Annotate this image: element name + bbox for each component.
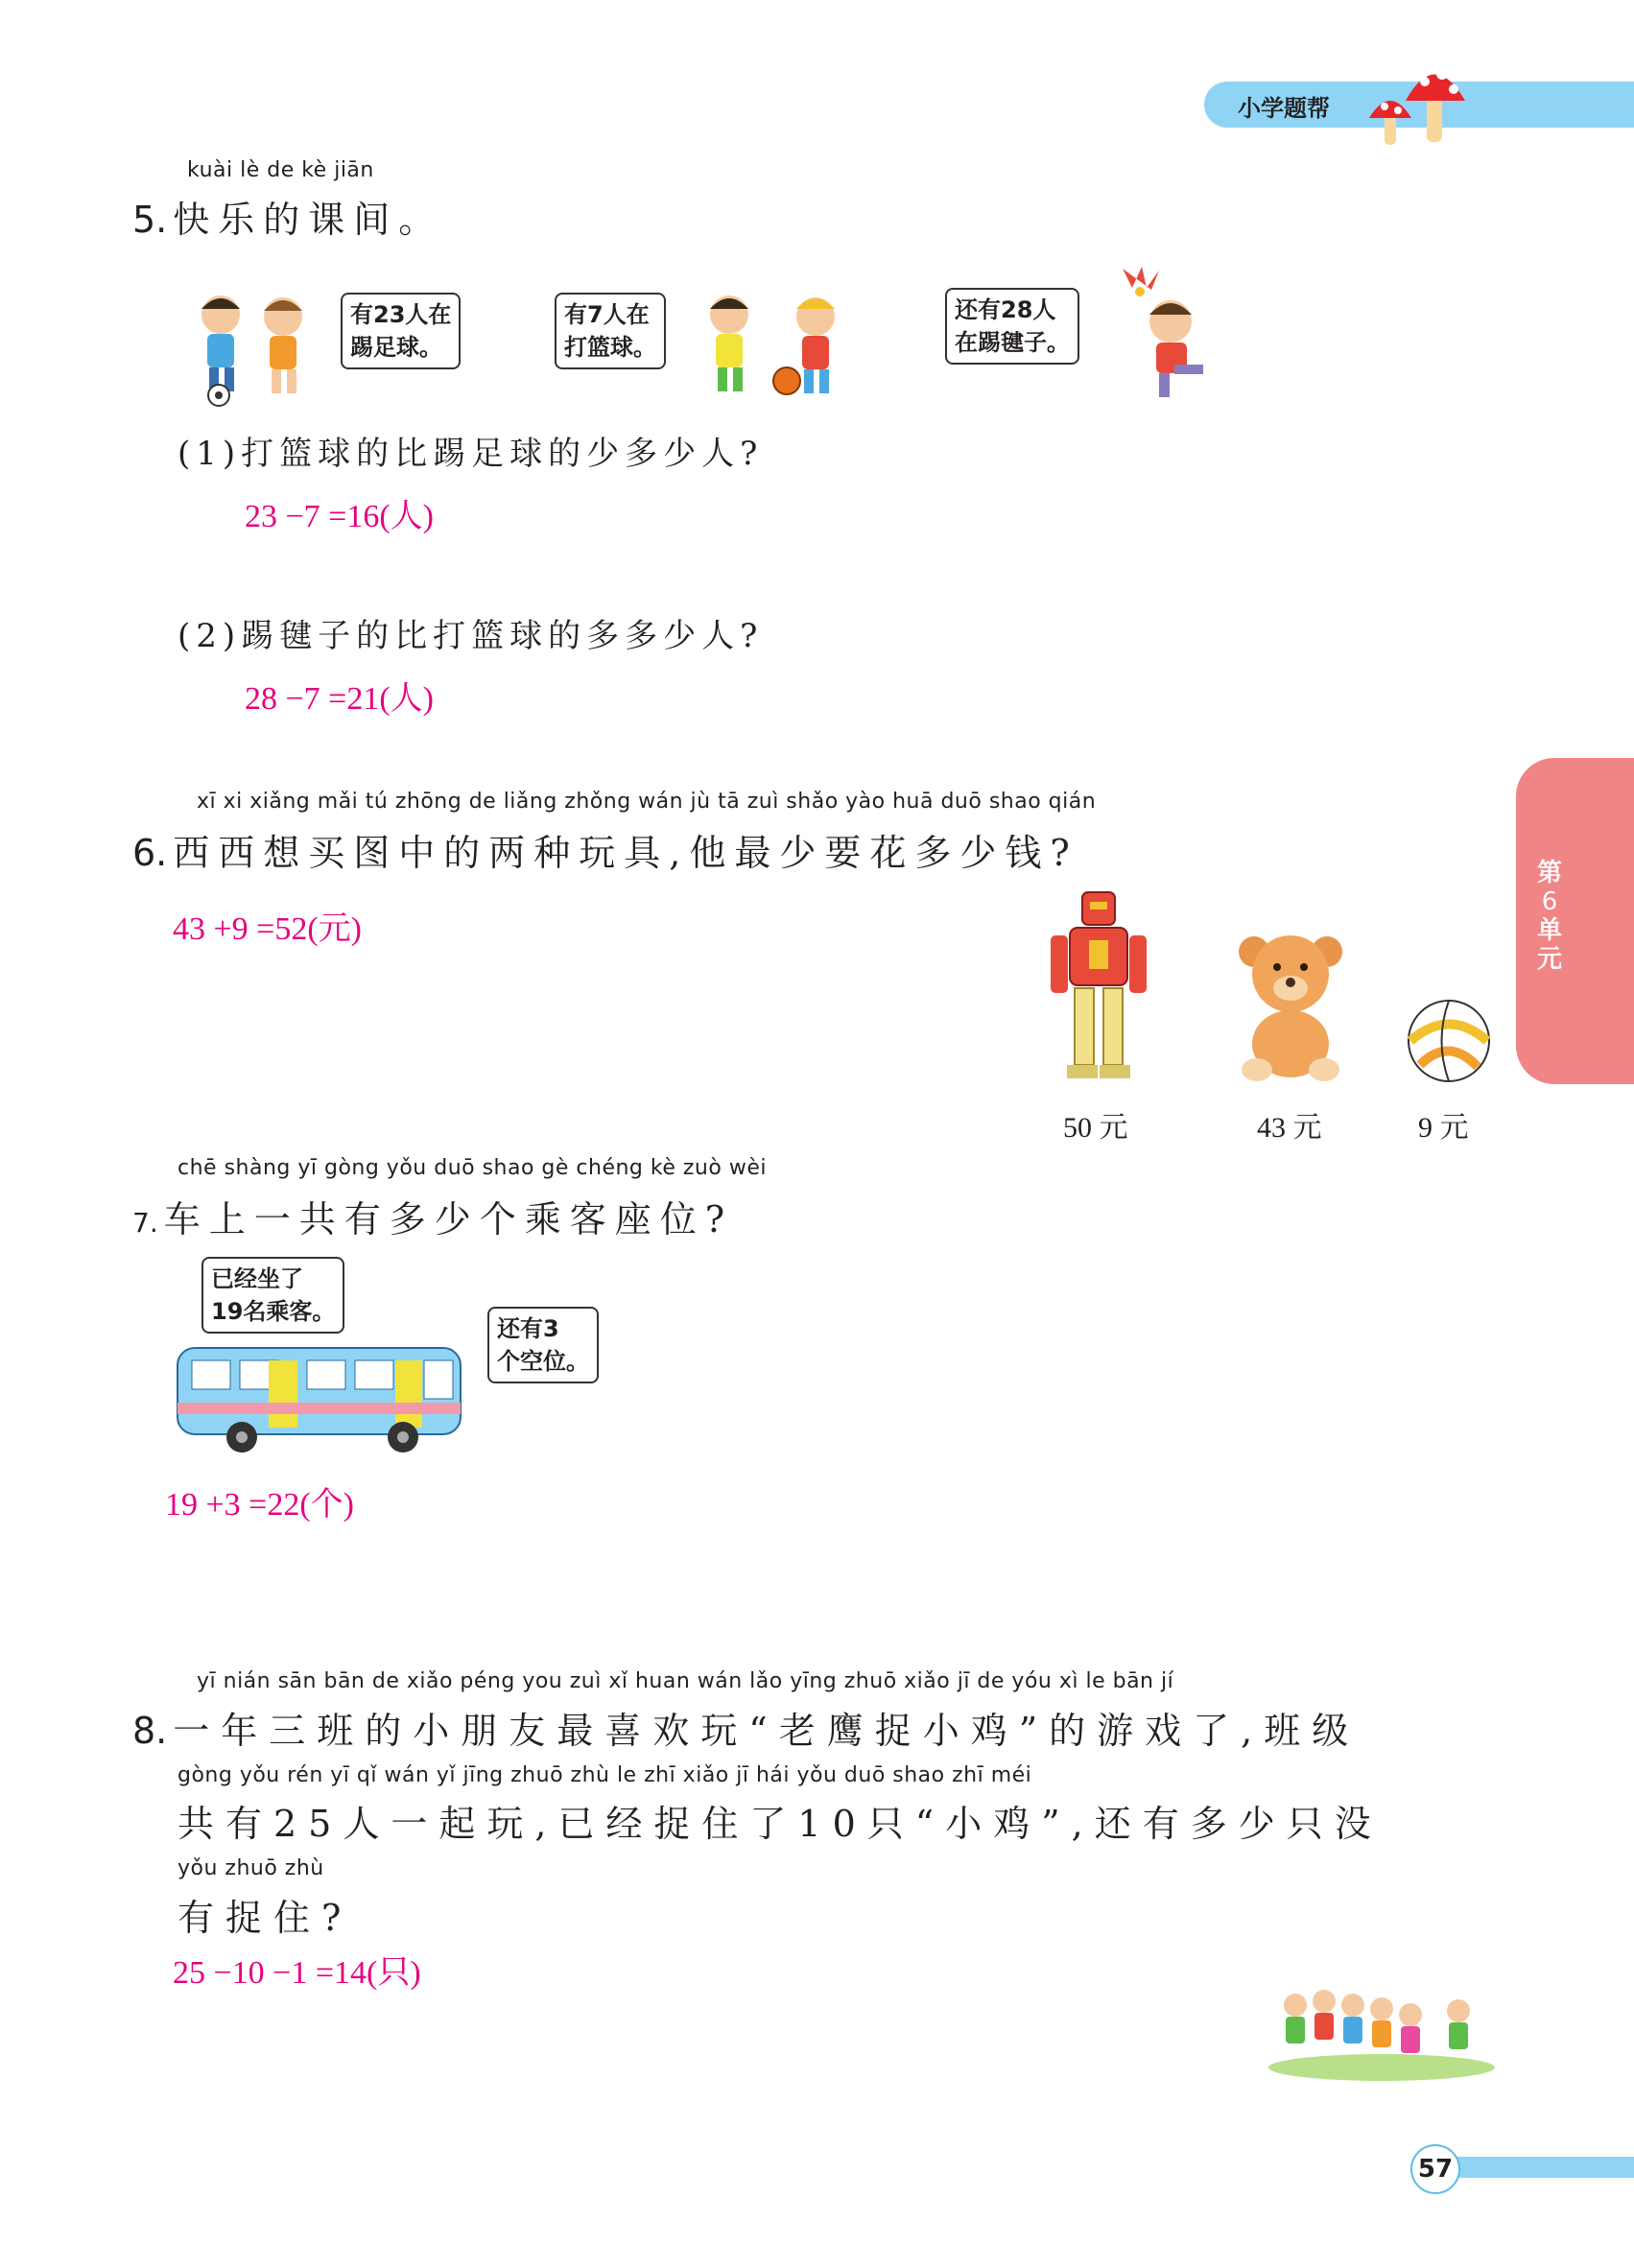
bubble-line: 有7人在 [564, 301, 650, 328]
robot-price: 50 元 [1063, 1112, 1128, 1144]
bus-illustration [173, 1343, 470, 1458]
bubble-line: 个空位。 [497, 1348, 589, 1375]
q6-title-text: 西西想买图中的两种玩具,他最少要花多少钱? [173, 832, 1078, 874]
q5-bubble-basketball [555, 293, 666, 369]
q8-line2: 共有25人一起玩,已经捉住了10只“小鸡”,还有多少只没 [178, 1803, 1383, 1845]
q7-number: 7. [132, 1207, 158, 1239]
bubble-line: 在踢毽子。 [955, 329, 1070, 356]
bubble-line: 踢足球。 [350, 334, 442, 361]
header-title: 小学题帮 [1238, 95, 1330, 122]
unit-label [1530, 859, 1569, 974]
q8-line1-text: 一年三班的小朋友最喜欢玩“老鹰捉小鸡”的游戏了,班级 [173, 1710, 1361, 1752]
q6-title [132, 823, 1078, 876]
q5-pinyin: kuài lè de kè jiān [187, 158, 374, 182]
basketball-kids-illustration [686, 288, 859, 408]
q8-pinyin-line1: yī nián sān bān de xiǎo péng you zuì xǐ huan wán lǎo yīng zhuō xiǎo jī de yóu xì le bān jí [197, 1669, 1174, 1693]
robot-toy-image [1046, 887, 1151, 1089]
bubble-line: 还有3 [497, 1315, 559, 1342]
q8-answer: 25 −10 −1 =14(只) [173, 1955, 421, 1991]
q6-answer: 43 +9 =52(元) [173, 911, 362, 947]
q7-answer: 19 +3 =22(个) [165, 1487, 354, 1523]
q8-line1 [132, 1701, 1360, 1754]
q5-answer2: 28 −7 =21(人) [245, 681, 434, 717]
q5-answer1: 23 −7 =16(人) [245, 499, 434, 534]
q8-number: 8. [132, 1710, 168, 1752]
volleyball-price: 9 元 [1418, 1112, 1469, 1144]
unit-label-char: 单 [1536, 916, 1562, 945]
football-kids-illustration [173, 288, 336, 408]
bubble-line: 有23人在 [350, 301, 452, 328]
teddy-bear-toy-image [1233, 931, 1348, 1084]
unit-label-char: 元 [1536, 945, 1562, 974]
q6-number: 6. [132, 832, 168, 874]
bear-price: 43 元 [1257, 1112, 1322, 1144]
q8-pinyin-line3: yǒu zhuō zhù [178, 1856, 324, 1880]
q7-bubble-seated [201, 1257, 344, 1334]
q5-title-text: 快乐的课间。 [173, 199, 444, 241]
bubble-line: 还有28人 [955, 296, 1056, 323]
page-number: 57 [1410, 2144, 1460, 2194]
footer-bar [1449, 2157, 1634, 2178]
shuttlecock-kid-illustration [1103, 259, 1219, 403]
bubble-line: 已经坐了 [211, 1265, 303, 1292]
eagle-catches-chicks-illustration [1267, 1976, 1497, 2082]
q5-bubble-football [341, 293, 461, 369]
q5-bubble-shuttlecock [945, 288, 1079, 365]
q6-pinyin: xī xi xiǎng mǎi tú zhōng de liǎng zhǒng wán jù tā zuì shǎo yào huā duō shao qián [197, 790, 1097, 814]
mushroom-icon [1358, 53, 1473, 149]
q7-title [132, 1190, 733, 1242]
unit-label-char: 第 [1536, 859, 1562, 887]
q5-sub1: (1)打篮球的比踢足球的少多少人? [178, 435, 764, 473]
unit-label-number: 6 [1541, 887, 1558, 916]
q5-sub2: (2)踢毽子的比打篮球的多多少人? [178, 617, 764, 655]
q7-pinyin: chē shàng yī gòng yǒu duō shao gè chéng kè zuò wèi [178, 1156, 767, 1180]
q7-bubble-empty [487, 1307, 599, 1383]
q5-title [132, 190, 443, 243]
volleyball-toy-image [1406, 998, 1492, 1084]
q8-pinyin-line2: gòng yǒu rén yī qǐ wán yǐ jīng zhuō zhù le zhī xiǎo jī hái yǒu duō shao zhī méi [178, 1763, 1032, 1787]
q7-title-text: 车上一共有多少个乘客座位? [163, 1198, 734, 1240]
bubble-line: 打篮球。 [564, 334, 656, 361]
q5-number: 5. [132, 199, 168, 241]
bubble-line: 19名乘客。 [211, 1298, 336, 1325]
q8-line3: 有捉住? [178, 1897, 353, 1939]
